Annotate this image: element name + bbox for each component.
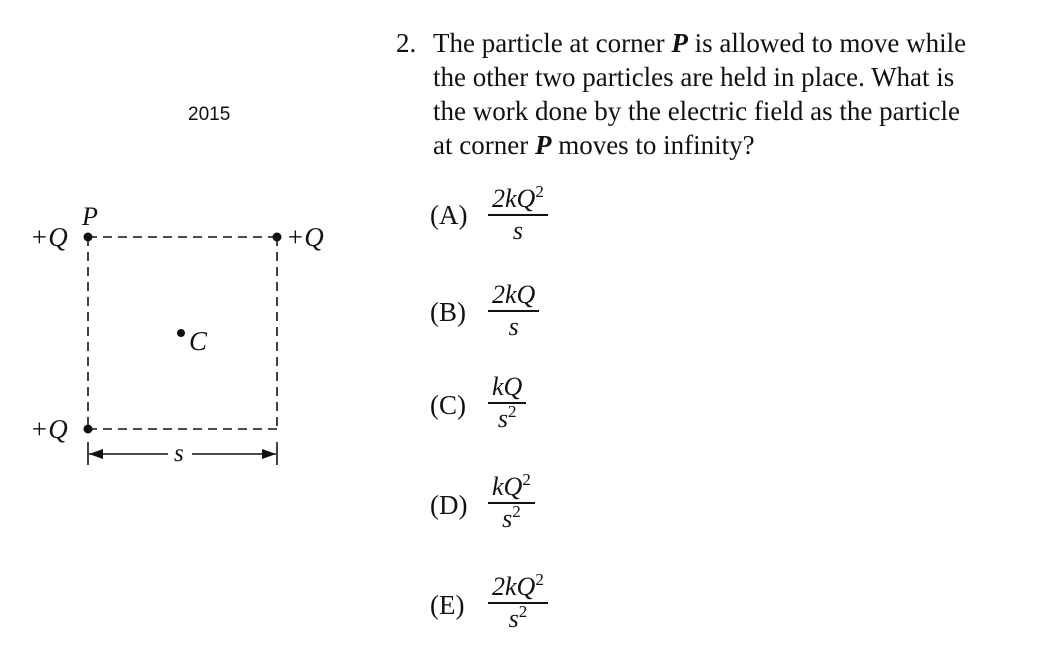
fraction-numerator: $2kQ^2$ <box>492 182 544 213</box>
dimension-arrow-left <box>89 449 103 459</box>
choice-letter: (C) <box>430 390 466 420</box>
fraction-denominator: $s^2$ <box>497 402 517 433</box>
charge-label-top-right: +Q <box>286 222 324 252</box>
choice-letter: (B) <box>430 297 466 327</box>
center-label-c: C <box>189 326 208 356</box>
choice-letter: (A) <box>430 200 468 230</box>
choice-letter: (D) <box>430 490 468 520</box>
choice-fraction <box>488 472 535 534</box>
question-text: is allowed to move while <box>687 28 967 58</box>
fraction-denominator: $s^2$ <box>502 502 521 533</box>
choice-fraction <box>488 280 539 342</box>
choice-fraction <box>488 184 548 246</box>
fraction-denominator: s <box>508 312 519 341</box>
question-text: moves to infinity? <box>551 130 755 160</box>
particle-bottom-left <box>84 425 93 434</box>
year-label: 2015 <box>188 104 231 125</box>
question-variable: P <box>534 130 552 160</box>
question-text: at corner <box>433 130 535 160</box>
question-line-4 <box>433 128 755 162</box>
fraction-numerator: 2kQ <box>492 280 536 309</box>
particle-top-left <box>84 233 93 242</box>
charge-square-diagram <box>0 0 380 480</box>
fraction-numerator: $2kQ^2$ <box>492 570 544 601</box>
question-line-2: the other two particles are held in place. What is <box>433 62 955 92</box>
fraction-denominator: $s^2$ <box>508 602 528 633</box>
particle-top-right <box>273 233 282 242</box>
charge-label-bottom-left: +Q <box>30 414 68 444</box>
dimension-arrow-right <box>262 449 276 459</box>
fraction-denominator: s <box>512 216 523 245</box>
side-length-label: s <box>174 440 184 467</box>
question-line-1 <box>433 26 966 60</box>
choice-fraction <box>488 572 548 634</box>
question-line-3: the work done by the electric field as the particle <box>433 96 961 126</box>
question-text: The particle at corner <box>433 28 672 58</box>
fraction-numerator: kQ <box>492 372 523 401</box>
choice-letter: (E) <box>430 590 465 620</box>
charge-label-top-left: +Q <box>30 222 68 252</box>
fraction-numerator: $kQ^2$ <box>492 470 531 501</box>
corner-label-p: P <box>82 202 98 231</box>
center-point <box>177 329 185 337</box>
choice-fraction <box>488 372 526 434</box>
question-variable: P <box>671 28 688 58</box>
question-number: 2. <box>396 28 417 58</box>
